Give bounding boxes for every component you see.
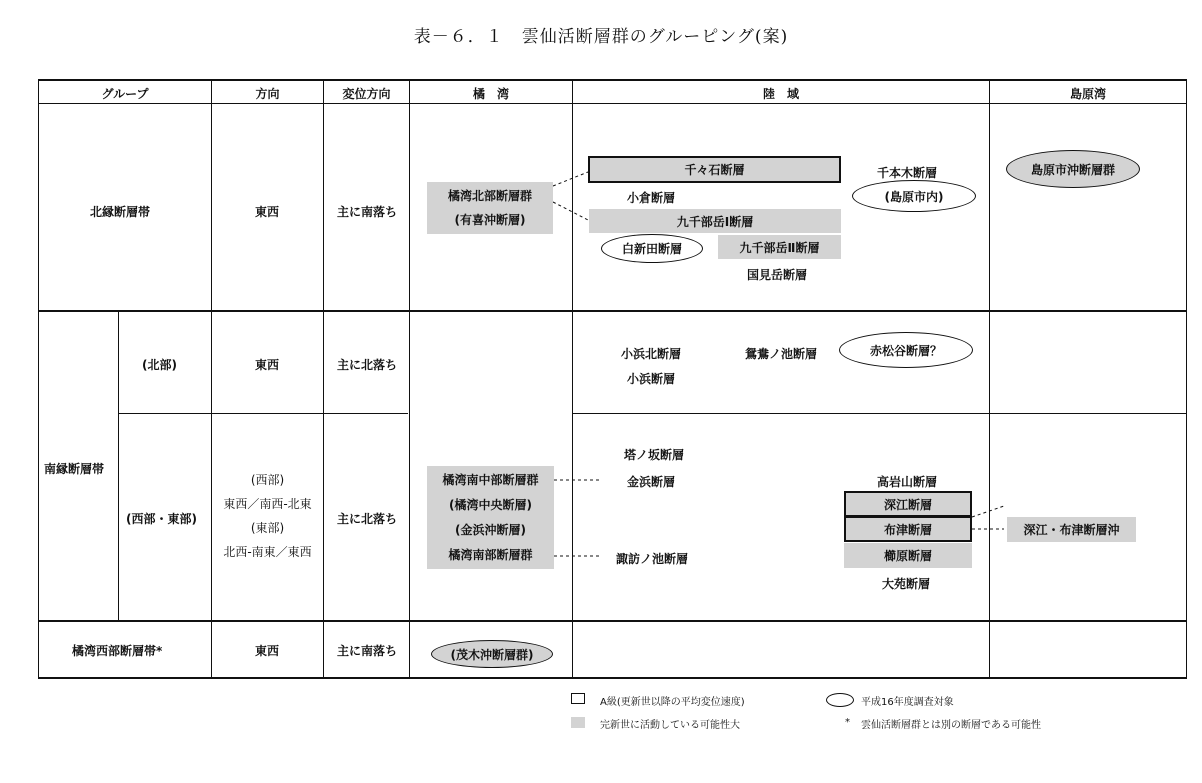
direction-south-2: 東西／南西-北東 bbox=[223, 497, 312, 511]
fault-kusenbu-2: 九千部岳Ⅱ断層 bbox=[718, 235, 841, 259]
header-displacement: 変位方向 bbox=[342, 87, 391, 101]
fault-obama-north: 小浜北断層 bbox=[621, 347, 682, 361]
legend-holocene-swatch bbox=[571, 717, 585, 728]
bay-south-box bbox=[427, 466, 554, 569]
bay-north-box bbox=[427, 182, 553, 234]
direction-south-3: (東部) bbox=[250, 521, 285, 535]
bay-south-2: (橘湾中央断層) bbox=[449, 497, 532, 512]
fault-kanehama: 金浜断層 bbox=[627, 475, 676, 489]
bay-north-2: (有喜沖断層) bbox=[454, 213, 526, 227]
direction-south bbox=[212, 468, 323, 564]
fault-kusenbu-1: 九千部岳Ⅰ断層 bbox=[589, 209, 841, 233]
subgroup-south-north: (北部) bbox=[142, 358, 177, 372]
fault-shiroshinden: 白新田断層 bbox=[601, 234, 703, 263]
direction-north: 東西 bbox=[255, 205, 280, 219]
fault-mogi-offshore: (茂木沖断層群) bbox=[431, 640, 553, 668]
legend-asterisk: * bbox=[845, 717, 850, 728]
direction-south-4: 北西-南東／東西 bbox=[223, 545, 312, 559]
fault-chijiwa: 千々石断層 bbox=[588, 156, 841, 183]
fault-shimabara-offshore: 島原市沖断層群 bbox=[1006, 150, 1140, 188]
fault-suwanoike: 諏訪ノ池断層 bbox=[616, 552, 689, 566]
fault-fukae-nunotsu-offshore: 深江・布津断層沖 bbox=[1007, 517, 1136, 542]
legend-survey-oval bbox=[826, 693, 854, 707]
fault-oshidorinoike: 鴛鴦ノ池断層 bbox=[745, 347, 818, 361]
fault-nunotsu: 布津断層 bbox=[844, 516, 972, 542]
page-title: 表－６．１ 雲仙活断層群のグルーピング(案) bbox=[413, 27, 789, 47]
fault-oen: 大苑断層 bbox=[882, 577, 931, 591]
bay-south-4: 橘湾南部断層群 bbox=[448, 547, 533, 562]
legend-holocene: 完新世に活動している可能性大 bbox=[600, 720, 740, 731]
fault-tonosaka: 塔ノ坂断層 bbox=[624, 448, 685, 462]
direction-south-north: 東西 bbox=[255, 358, 280, 372]
displacement-north: 主に南落ち bbox=[337, 205, 398, 219]
fault-obama: 小浜断層 bbox=[627, 372, 676, 386]
fault-fukae: 深江断層 bbox=[844, 491, 972, 517]
group-south: 南縁断層帯 bbox=[44, 462, 105, 476]
direction-west: 東西 bbox=[255, 644, 280, 658]
legend-a-class: A級(更新世以降の平均変位速度) bbox=[600, 697, 745, 708]
fault-ogura: 小倉断層 bbox=[627, 191, 676, 205]
displacement-south: 主に北落ち bbox=[337, 512, 398, 526]
displacement-south-north: 主に北落ち bbox=[337, 358, 398, 372]
subgroup-south: (西部・東部) bbox=[126, 512, 197, 526]
header-shimabara-bay: 島原湾 bbox=[1069, 87, 1106, 101]
legend-survey: 平成16年度調査対象 bbox=[861, 697, 954, 708]
bay-south-1: 橘湾南中部断層群 bbox=[442, 472, 539, 487]
header-land: 陸 域 bbox=[762, 87, 799, 101]
header-tachibana-bay: 橘 湾 bbox=[472, 87, 509, 101]
fault-takaiwayama: 高岩山断層 bbox=[877, 475, 938, 489]
bay-south-3: (金浜沖断層) bbox=[455, 522, 526, 537]
direction-south-1: (西部) bbox=[250, 473, 285, 487]
fault-kushihara: 櫛原断層 bbox=[844, 543, 972, 568]
group-north: 北縁断層帯 bbox=[90, 205, 151, 219]
group-west: 橘湾西部断層帯* bbox=[72, 644, 163, 658]
fault-senbongi: 千本木断層 bbox=[877, 166, 938, 180]
fault-kunimi: 国見岳断層 bbox=[747, 268, 808, 282]
displacement-west: 主に南落ち bbox=[337, 644, 398, 658]
fault-akamatsudani: 赤松谷断層？ bbox=[839, 332, 973, 368]
header-group: グループ bbox=[101, 87, 149, 101]
fault-shimabara-city: (島原市内) bbox=[852, 180, 976, 212]
legend-a-class-swatch bbox=[571, 693, 585, 704]
bay-north-1: 橘湾北部断層群 bbox=[447, 189, 532, 203]
legend-other: 雲仙活断層群とは別の断層である可能性 bbox=[861, 720, 1041, 731]
header-direction: 方向 bbox=[255, 87, 280, 101]
